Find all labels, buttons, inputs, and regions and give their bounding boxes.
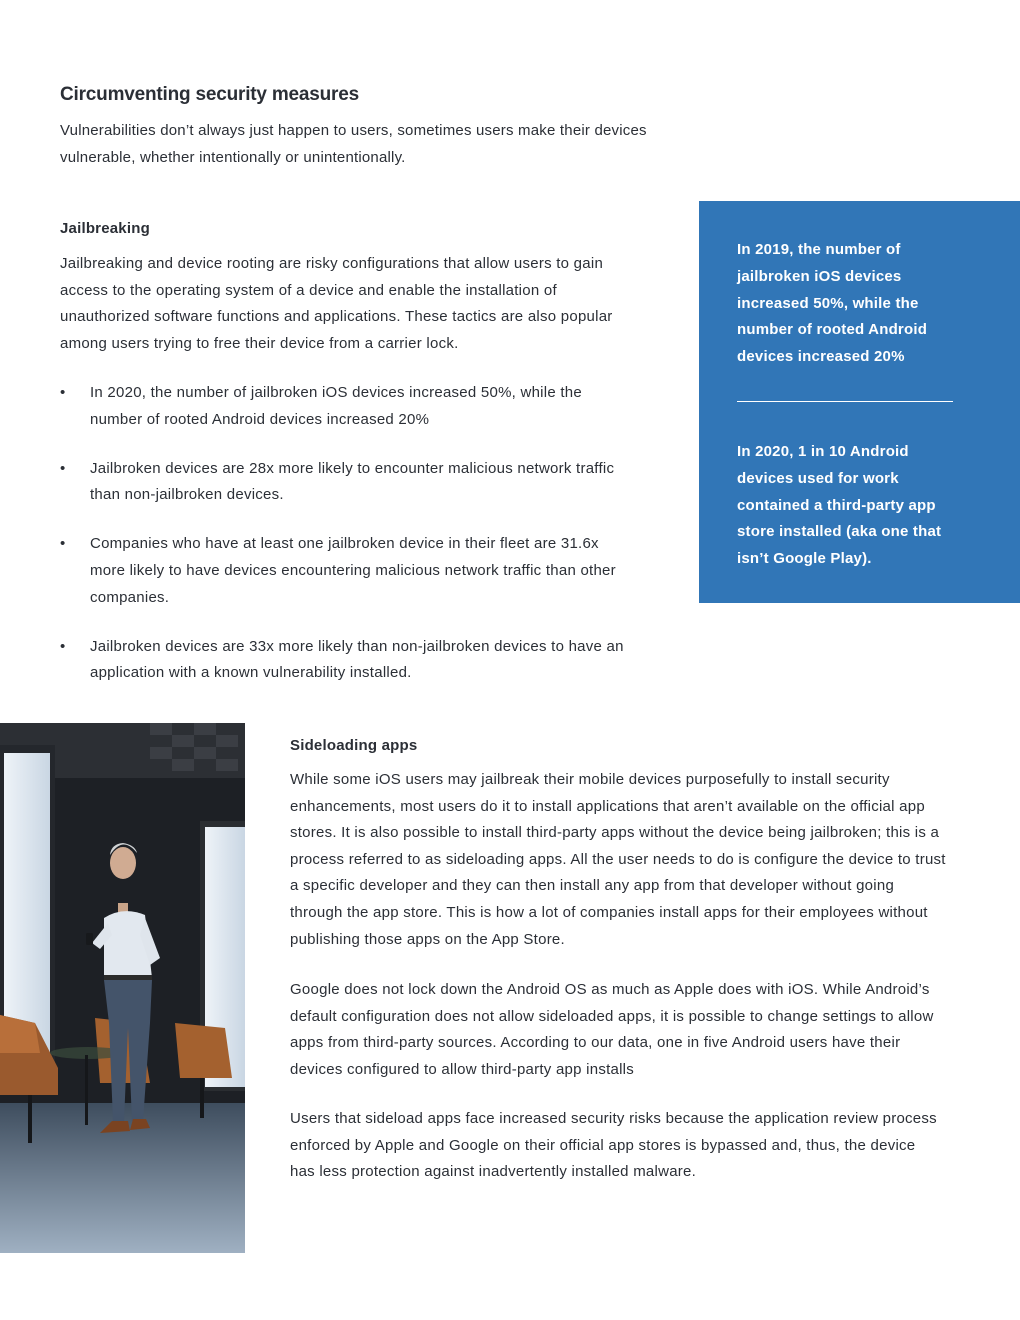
callout-stat-2020: In 2020, 1 in 10 Android devices used for work contained a third-party app store installed (aka one that isn’t Google Play). xyxy=(737,443,942,568)
bullet-marker: • xyxy=(60,535,66,553)
jailbreaking-heading: Jailbreaking xyxy=(60,220,150,237)
list-item xyxy=(60,634,630,687)
section-title: Circumventing security measures xyxy=(60,84,359,105)
bullet-marker: • xyxy=(60,459,66,477)
jailbreaking-paragraph: Jailbreaking and device rooting are risky configurations that allow users to gain access to the operating system of a device and enable the installation of unauthorized software functions and applications. These tactics are also popular among users trying to free their device from a carrier lock. xyxy=(60,255,613,352)
list-item xyxy=(60,380,630,433)
sideloading-paragraph-3: Users that sideload apps face increased security risks because the application review process enforced by Apple and Google on their official app stores is bypassed and, thus, the device has less protection against inadvertently installed malware. xyxy=(290,1110,937,1181)
sideloading-paragraph-2: Google does not lock down the Android OS as much as Apple does with iOS. While Android’s default configuration does not allow sideloaded apps, it is possible to change settings to allow apps from third-party sources. According to our data, one in five Android users have their devices configured to allow third-party app installs xyxy=(290,981,934,1078)
bullet-text: Jailbroken devices are 33x more likely than non-jailbroken devices to have an application with a known vulnerability installed. xyxy=(90,637,624,682)
sideloading-paragraph-1: While some iOS users may jailbreak their mobile devices purposefully to install security enhancements, most users do it to install applications that aren’t available on the official app stores. It is also possible to install third-party apps without the device being jailbroken; this is a process referred to as sideloading apps. All the user needs to do is configure the device to trust a specific developer and they can then install any app from that developer without going through the app store. This is how a lot of companies install apps for their employees without publishing those apps on the App Store. xyxy=(290,771,946,948)
list-item xyxy=(60,531,630,611)
bullet-text: Jailbroken devices are 28x more likely to encounter malicious network traffic than non-jailbroken devices. xyxy=(90,459,615,504)
photo-illustration xyxy=(0,723,245,1253)
bullet-marker: • xyxy=(60,384,66,401)
bullet-text: In 2020, the number of jailbroken iOS devices increased 50%, while the number of rooted Android devices increased 20% xyxy=(90,384,582,428)
jailbreaking-bullet-list xyxy=(60,380,630,709)
bullet-text: Companies who have at least one jailbroken device in their fleet are 31.6x more likely to have devices encountering malicious network traffic than other companies. xyxy=(90,535,616,606)
list-item xyxy=(60,456,630,509)
sideloading-heading: Sideloading apps xyxy=(290,737,418,754)
callout-stat-2019: In 2019, the number of jailbroken iOS devices increased 50%, while the number of rooted Android devices increased 20% xyxy=(737,241,928,366)
section-intro: Vulnerabilities don’t always just happen to users, sometimes users make their devices vulnerable, whether intentionally or unintentionally. xyxy=(60,122,647,166)
businessman-phone-photo xyxy=(0,723,245,1253)
callout-divider xyxy=(737,401,953,402)
stats-callout-box xyxy=(699,201,1020,603)
bullet-marker: • xyxy=(60,637,66,655)
